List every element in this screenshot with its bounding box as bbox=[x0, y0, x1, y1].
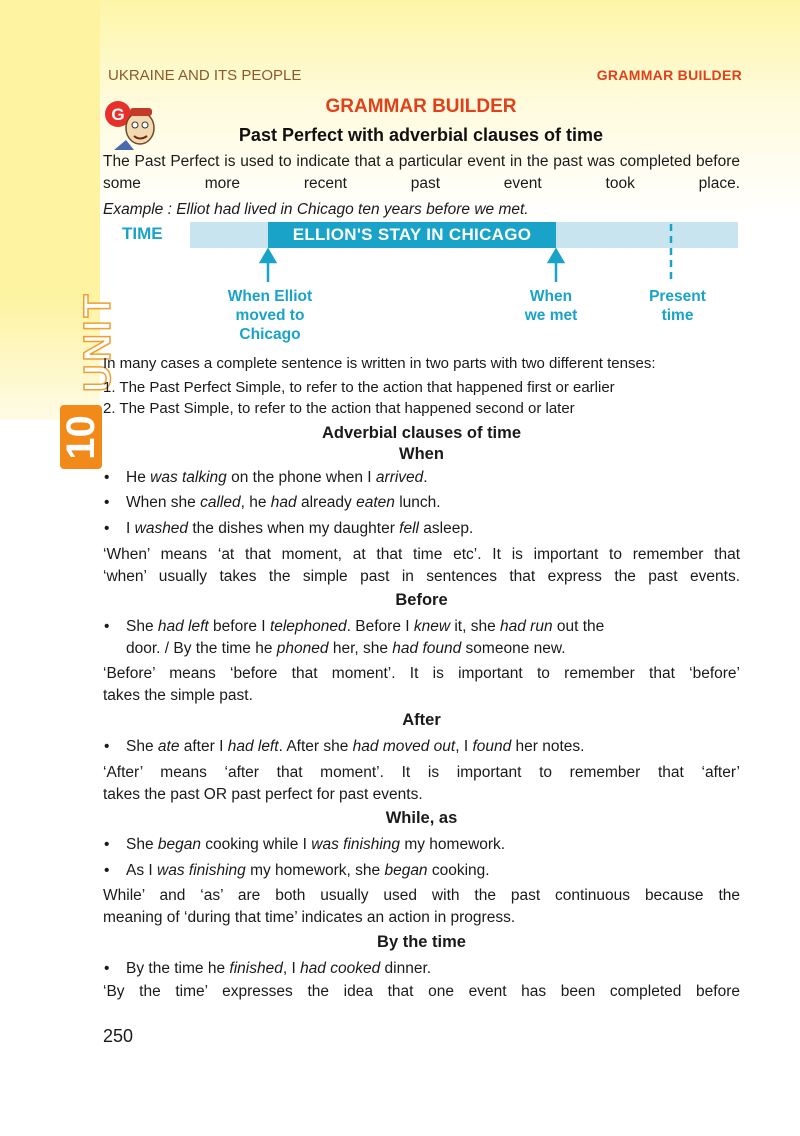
running-header-left: UKRAINE AND ITS PEOPLE bbox=[108, 67, 302, 84]
before-heading: Before bbox=[395, 591, 448, 609]
after-note-line-2: takes the past OR past perfect for past events. bbox=[103, 786, 423, 803]
two-parts-item-2: 2. The Past Simple, to refer to the action that happened second or later bbox=[103, 400, 575, 417]
two-parts-intro: In many cases a complete sentence is written in two parts with two different tenses: bbox=[103, 355, 656, 372]
intro-paragraph: The Past Perfect is used to indicate that a particular event in the past was completed before some more recent past event took place. bbox=[103, 153, 740, 192]
bythetime-note-line-1: ‘By the time’ expresses the idea that one event has been completed before bbox=[103, 983, 740, 1000]
after-heading: After bbox=[402, 711, 441, 729]
section-subtitle: Past Perfect with adverbial clauses of time bbox=[238, 125, 604, 145]
example-sentence: Example : Elliot had lived in Chicago ten years before we met. bbox=[103, 201, 529, 218]
svg-text:G: G bbox=[111, 105, 125, 124]
before-note-line-2: takes the simple past. bbox=[103, 687, 253, 704]
running-header-right: GRAMMAR BUILDER bbox=[596, 67, 742, 83]
timeline-stay-label: ELLION'S STAY IN CHICAGO bbox=[292, 225, 532, 244]
arrow-up-icon bbox=[261, 250, 275, 282]
page-number: 250 bbox=[103, 1026, 134, 1046]
timeline-marker-moved: When Elliot moved to Chicago bbox=[227, 288, 313, 343]
arrow-up-icon bbox=[549, 250, 563, 282]
unit-label: UNIT bbox=[77, 291, 119, 392]
section-title: GRAMMAR BUILDER bbox=[325, 96, 517, 117]
when-heading: When bbox=[399, 445, 444, 463]
before-note-line-1: ‘Before’ means ‘before that moment’. It is important to remember that ‘before’ bbox=[103, 665, 740, 682]
timeline-marker-met: When we met bbox=[524, 288, 578, 324]
timeline-axis-label: TIME bbox=[122, 224, 163, 243]
clauses-heading: Adverbial clauses of time bbox=[322, 424, 521, 442]
after-note-line-1: ‘After’ means ‘after that moment’. It is important to remember that ‘after’ bbox=[103, 764, 740, 781]
while-heading: While, as bbox=[385, 809, 458, 827]
bythetime-heading: By the time bbox=[377, 933, 466, 951]
timeline-marker-present: Present time bbox=[649, 288, 706, 324]
when-note-line-1: ‘When’ means ‘at that moment, at that time etc’. It is important to remember that bbox=[103, 546, 740, 563]
two-parts-item-1: 1. The Past Perfect Simple, to refer to the action that happened first or earlier bbox=[103, 379, 615, 396]
when-note-line-2: ‘when’ usually takes the simple past in sentences that express the past events. bbox=[103, 568, 740, 585]
unit-number: 10 bbox=[60, 405, 102, 469]
while-note-line-2: meaning of ‘during that time’ indicates an action in progress. bbox=[103, 909, 516, 926]
while-note-line-1: While’ and ‘as’ are both usually used with the past continuous because the bbox=[103, 887, 740, 904]
